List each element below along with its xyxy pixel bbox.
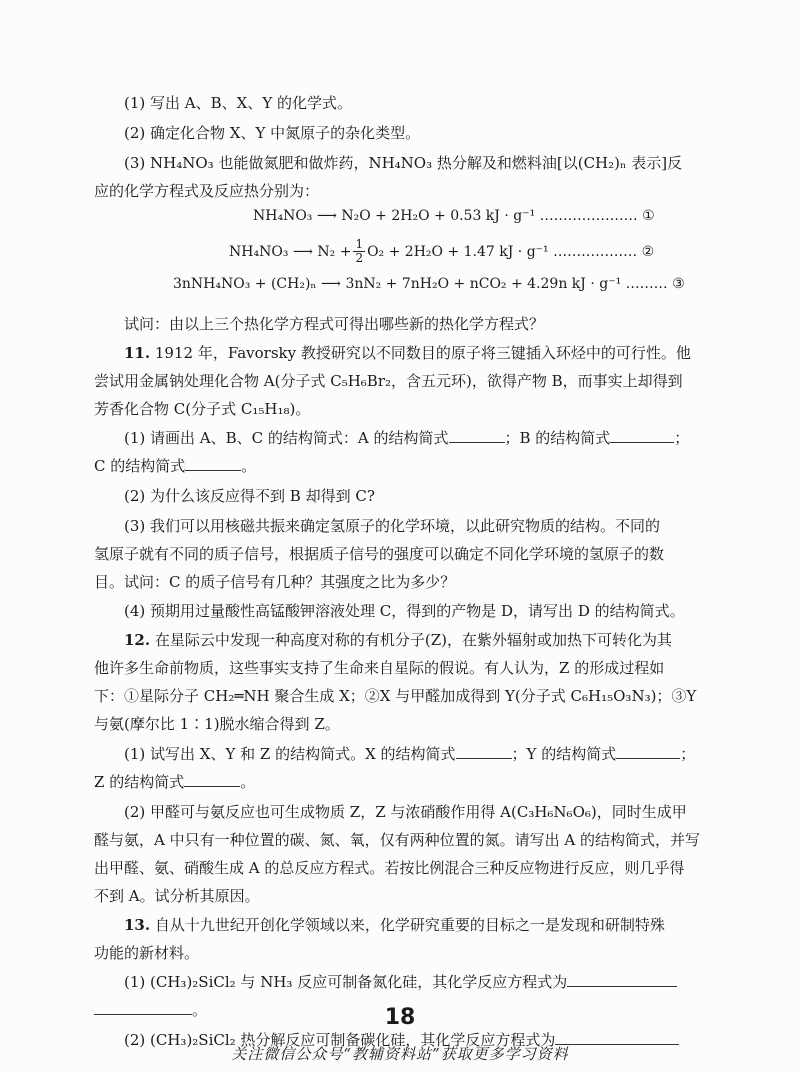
q13-part1-text: (1) (CH₃)₂SiCl₂ 与 NH₃ 反应可制备氮化硅，其化学反应方程式为: [124, 973, 568, 991]
q11-part1-text-e: 。: [241, 457, 257, 475]
q12-part1-text-e: 。: [240, 773, 256, 791]
q12-part1-text-a: (1) 试写出 X、Y 和 Z 的结构简式。X 的结构简式: [124, 745, 456, 763]
q11-text: 1912 年，Favorsky 教授研究以不同数目的原子将三键插入环烃中的可行性。他: [154, 344, 691, 362]
answer-blank-A[interactable]: [449, 426, 505, 443]
answer-blank-q13-1a[interactable]: [567, 970, 677, 987]
q13-stem-line2: 功能的新材料。: [94, 944, 200, 962]
equation-2: [229, 238, 654, 265]
q12-part2-line4: 不到 A。试分析其原因。: [94, 887, 260, 905]
q11-number: 11.: [124, 344, 151, 362]
q13-text: 自从十九世纪开创化学领域以来，化学研究重要的目标之一是发现和研制特殊: [154, 916, 665, 934]
footer-note: 关注微信公众号“教辅资料站”获取更多学习资料: [231, 1045, 569, 1063]
q10-part2: (2) 确定化合物 X、Y 中氮原子的杂化类型。: [124, 124, 421, 142]
page-number: 18: [384, 1005, 416, 1030]
q13-part2-text: (2) (CH₃)₂SiCl₂ 热分解反应可制备碳化硅，其化学反应方程式为: [124, 1031, 556, 1049]
q11-part3-line3: 目。试问：C 的质子信号有几种？其强度之比为多少？: [94, 573, 456, 591]
q11-part1-line2: [94, 452, 714, 480]
q10-part1: (1) 写出 A、B、X、Y 的化学式。: [124, 94, 352, 112]
q11-part2: (2) 为什么该反应得不到 B 却得到 C?: [124, 487, 375, 505]
q12-part2-line2: 醛与氨，A 中只有一种位置的碳、氮、氧，仅有两种位置的氮。请写出 A 的结构简式，并写: [94, 831, 700, 849]
answer-blank-C[interactable]: [185, 454, 241, 471]
q12-part1-text-b: ；Y 的结构简式: [511, 745, 617, 763]
q11-part3-line1: (3) 我们可以用核磁共振来确定氢原子的化学环境，以此研究物质的结构。不同的: [124, 517, 661, 535]
q12-part1-text-d: Z 的结构简式: [94, 773, 185, 791]
q13-part1-text-end: 。: [192, 1001, 208, 1019]
equation-3: 3nNH₄NO₃ + (CH₂)ₙ ⟶ 3nN₂ + 7nH₂O + nCO₂ + 4.29n kJ · g⁻¹ ……… ③: [173, 276, 685, 292]
answer-blank-B[interactable]: [610, 426, 674, 443]
q12-number: 12.: [124, 631, 151, 649]
q12-stem-line3: 下：①星际分子 CH₂═NH 聚合生成 X；②X 与甲醛加成得到 Y(分子式 C₆H₁₅O₃N₃)；③Y: [94, 687, 697, 705]
fraction-numerator: 1: [355, 237, 364, 251]
q11-part1-text-c: ；: [674, 429, 690, 447]
q13-stem-line1: [124, 911, 714, 939]
equation-2-right: O₂ + 2H₂O + 1.47 kJ · g⁻¹ ……………… ②: [367, 243, 655, 260]
q12-text: 在星际云中发现一种高度对称的有机分子(Z)，在紫外辐射或加热下可转化为其: [154, 631, 673, 649]
q11-stem-line1: [124, 339, 714, 367]
q12-part1-line2: [94, 768, 714, 796]
q12-part1-text-c: ；: [680, 745, 696, 763]
answer-blank-X[interactable]: [456, 742, 512, 759]
q11-stem-line2: 尝试用金属钠处理化合物 A(分子式 C₅H₆Br₂，含五元环)，欲得产物 B，而事实上却得到: [94, 372, 683, 390]
answer-blank-Z[interactable]: [184, 770, 240, 787]
q13-part2-line1: [124, 1026, 714, 1054]
q12-part2-line3: 出甲醛、氨、硝酸生成 A 的总反应方程式。若按比例混合三种反应物进行反应，则几乎得: [94, 859, 685, 877]
q12-stem-line4: 与氨(摩尔比 1∶1)脱水缩合得到 Z。: [94, 715, 340, 733]
q11-part1-text-b: ；B 的结构简式: [504, 429, 611, 447]
q12-part1-line1: [124, 740, 714, 768]
q11-part1-line1: [124, 424, 714, 452]
equation-2-left: NH₄NO₃ ⟶ N₂ +: [229, 243, 352, 260]
q11-part4: (4) 预期用过量酸性高锰酸钾溶液处理 C，得到的产物是 D，请写出 D 的结构简式。: [124, 602, 685, 620]
q13-number: 13.: [124, 916, 151, 934]
q11-part1-text-a: (1) 请画出 A、B、C 的结构简式：A 的结构简式: [124, 429, 449, 447]
q10-question: 试问：由以上三个热化学方程式可得出哪些新的热化学方程式？: [124, 315, 545, 333]
equation-1: NH₄NO₃ ⟶ N₂O + 2H₂O + 0.53 kJ · g⁻¹ ………………… ①: [253, 208, 655, 224]
q11-part1-text-d: C 的结构简式: [94, 457, 186, 475]
answer-blank-Y[interactable]: [616, 742, 680, 759]
fraction-one-half: [353, 238, 365, 265]
q12-stem-line1: [124, 626, 714, 654]
q10-part3-line1: (3) NH₄NO₃ 也能做氮肥和做炸药，NH₄NO₃ 热分解及和燃料油[以(CH₂)ₙ 表示]反: [124, 154, 683, 172]
q11-stem-line3: 芳香化合物 C(分子式 C₁₅H₁₈)。: [94, 400, 311, 418]
q11-part3-line2: 氢原子就有不同的质子信号，根据质子信号的强度可以确定不同化学环境的氢原子的数: [94, 545, 665, 563]
fraction-denominator: 2: [355, 251, 364, 265]
q13-part1-line1: [124, 968, 714, 996]
q10-part3-line2: 应的化学方程式及反应热分别为：: [94, 182, 320, 200]
q12-part2-line1: (2) 甲醛可与氨反应也可生成物质 Z，Z 与浓硝酸作用得 A(C₃H₆N₆O₆)，同时生成甲: [124, 803, 687, 821]
answer-blank-q13-2[interactable]: [555, 1028, 679, 1045]
q12-stem-line2: 他许多生命前物质，这些事实支持了生命来自星际的假说。有人认为，Z 的形成过程如: [94, 659, 665, 677]
